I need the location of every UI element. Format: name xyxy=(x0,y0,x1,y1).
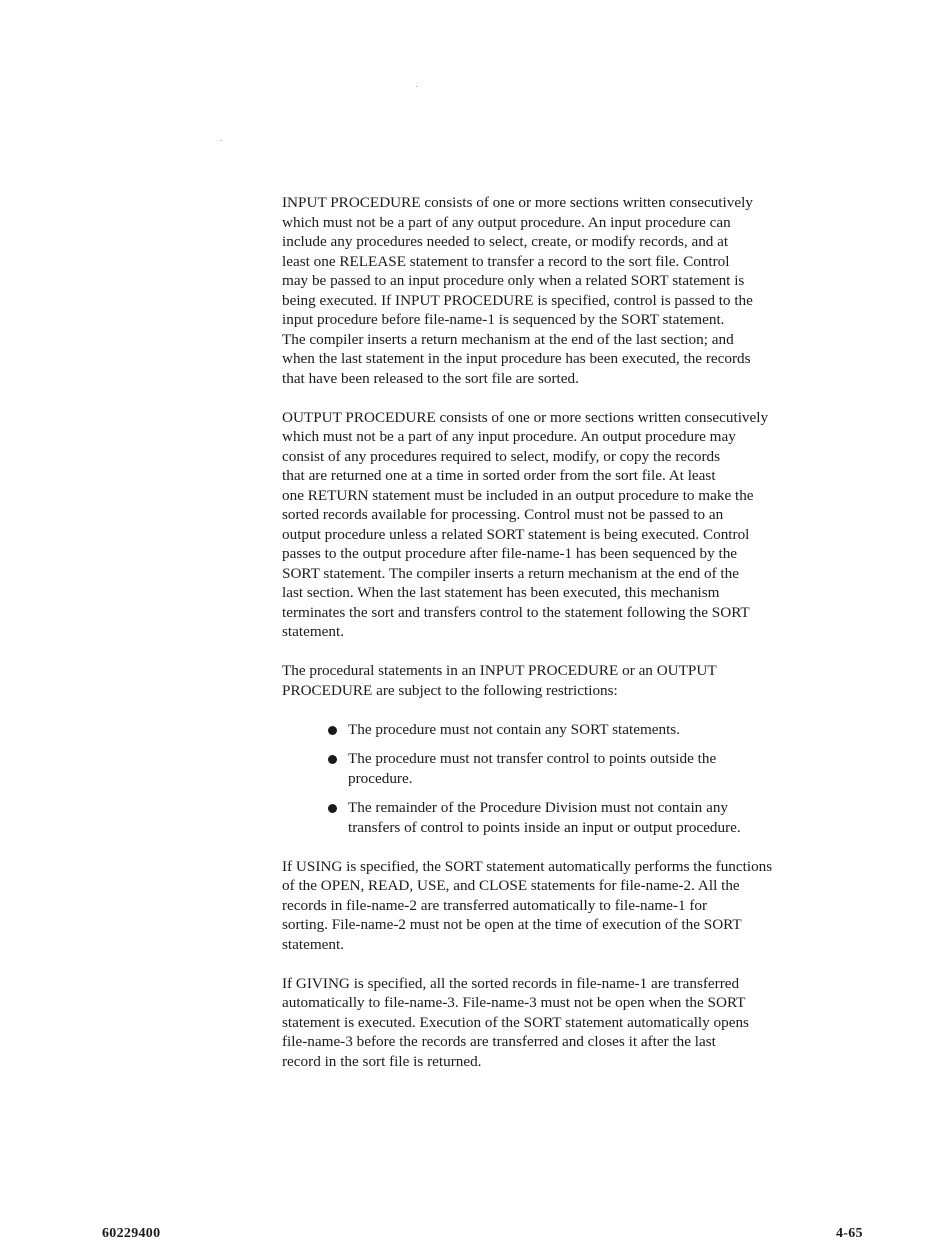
text-line: PROCEDURE are subject to the following restrictions: xyxy=(282,681,618,699)
text-line: which must not be a part of any input procedure. An output procedure may xyxy=(282,428,736,445)
using-paragraph xyxy=(282,857,897,955)
text-line: sorted records available for processing. Control must not be passed to an xyxy=(282,506,724,523)
text-line: file-name-3 before the records are transferred and closes it after the last xyxy=(282,1033,716,1050)
text-line: statement. xyxy=(282,935,344,953)
text-line: If USING is specified, the SORT statement automatically performs the functions xyxy=(282,857,773,875)
text-line: sorting. File-name-2 must not be open at the time of execution of the SORT xyxy=(282,916,742,933)
scan-speck xyxy=(416,86,417,87)
bullet-icon xyxy=(328,726,337,735)
text-line: least one RELEASE statement to transfer a record to the sort file. Control xyxy=(282,252,730,270)
text-line: The procedure must not transfer control to points outside the xyxy=(348,750,717,767)
bullet-icon xyxy=(328,755,337,764)
text-line: records in file-name-2 are transferred automatically to file-name-1 for xyxy=(282,896,708,914)
text-line: may be passed to an input procedure only when a related SORT statement is xyxy=(282,272,745,289)
input-procedure-paragraph xyxy=(282,193,897,388)
page-number: 4-65 xyxy=(836,1226,863,1241)
text-line: automatically to file-name-3. File-name-3 must not be open when the SORT xyxy=(282,994,746,1011)
text-line: of the OPEN, READ, USE, and CLOSE statements for file-name-2. All the xyxy=(282,877,740,894)
text-line: when the last statement in the input procedure has been executed, the records xyxy=(282,350,751,367)
list-item xyxy=(348,798,897,837)
text-line: include any procedures needed to select, create, or modify records, and at xyxy=(282,233,729,250)
text-line: The compiler inserts a return mechanism at the end of the last section; and xyxy=(282,330,734,348)
output-procedure-paragraph xyxy=(282,408,897,642)
text-line: input procedure before file-name-1 is sequenced by the SORT statement. xyxy=(282,311,725,328)
text-line: consist of any procedures required to select, modify, or copy the records xyxy=(282,447,721,465)
text-line: The procedure must not contain any SORT statements. xyxy=(348,720,681,738)
text-line: passes to the output procedure after file-name-1 has been sequenced by the xyxy=(282,545,738,562)
text-line: If GIVING is specified, all the sorted records in file-name-1 are transferred xyxy=(282,974,740,992)
text-line: that are returned one at a time in sorted order from the sort file. At least xyxy=(282,467,716,484)
text-line: The procedural statements in an INPUT PROCEDURE or an OUTPUT xyxy=(282,662,717,679)
document-body xyxy=(282,193,897,1091)
restrictions-intro-paragraph xyxy=(282,661,897,700)
text-line: last section. When the last statement has been executed, this mechanism xyxy=(282,584,720,601)
giving-paragraph xyxy=(282,974,897,1072)
text-line: procedure. xyxy=(348,769,413,787)
text-line: that have been released to the sort file are sorted. xyxy=(282,369,579,387)
text-line: which must not be a part of any output procedure. An input procedure can xyxy=(282,213,731,231)
document-number: 60229400 xyxy=(102,1226,161,1241)
text-line: statement is executed. Execution of the SORT statement automatically opens xyxy=(282,1013,749,1031)
text-line: OUTPUT PROCEDURE consists of one or more sections written consecutively xyxy=(282,408,769,426)
text-line: one RETURN statement must be included in an output procedure to make the xyxy=(282,486,754,504)
text-line: output procedure unless a related SORT statement is being executed. Control xyxy=(282,525,750,543)
text-line: transfers of control to points inside an input or output procedure. xyxy=(348,818,741,836)
restrictions-list xyxy=(282,720,897,838)
text-line: statement. xyxy=(282,623,344,640)
scan-speck xyxy=(221,140,222,141)
text-line: being executed. If INPUT PROCEDURE is specified, control is passed to the xyxy=(282,291,753,309)
text-line: SORT statement. The compiler inserts a return mechanism at the end of the xyxy=(282,564,739,582)
bullet-icon xyxy=(328,804,337,813)
text-line: terminates the sort and transfers control to the statement following the SORT xyxy=(282,603,750,621)
text-line: record in the sort file is returned. xyxy=(282,1052,482,1070)
list-item xyxy=(348,749,897,788)
list-item xyxy=(348,720,897,740)
text-line: The remainder of the Procedure Division must not contain any xyxy=(348,799,729,816)
text-line: INPUT PROCEDURE consists of one or more sections written consecutively xyxy=(282,194,753,211)
